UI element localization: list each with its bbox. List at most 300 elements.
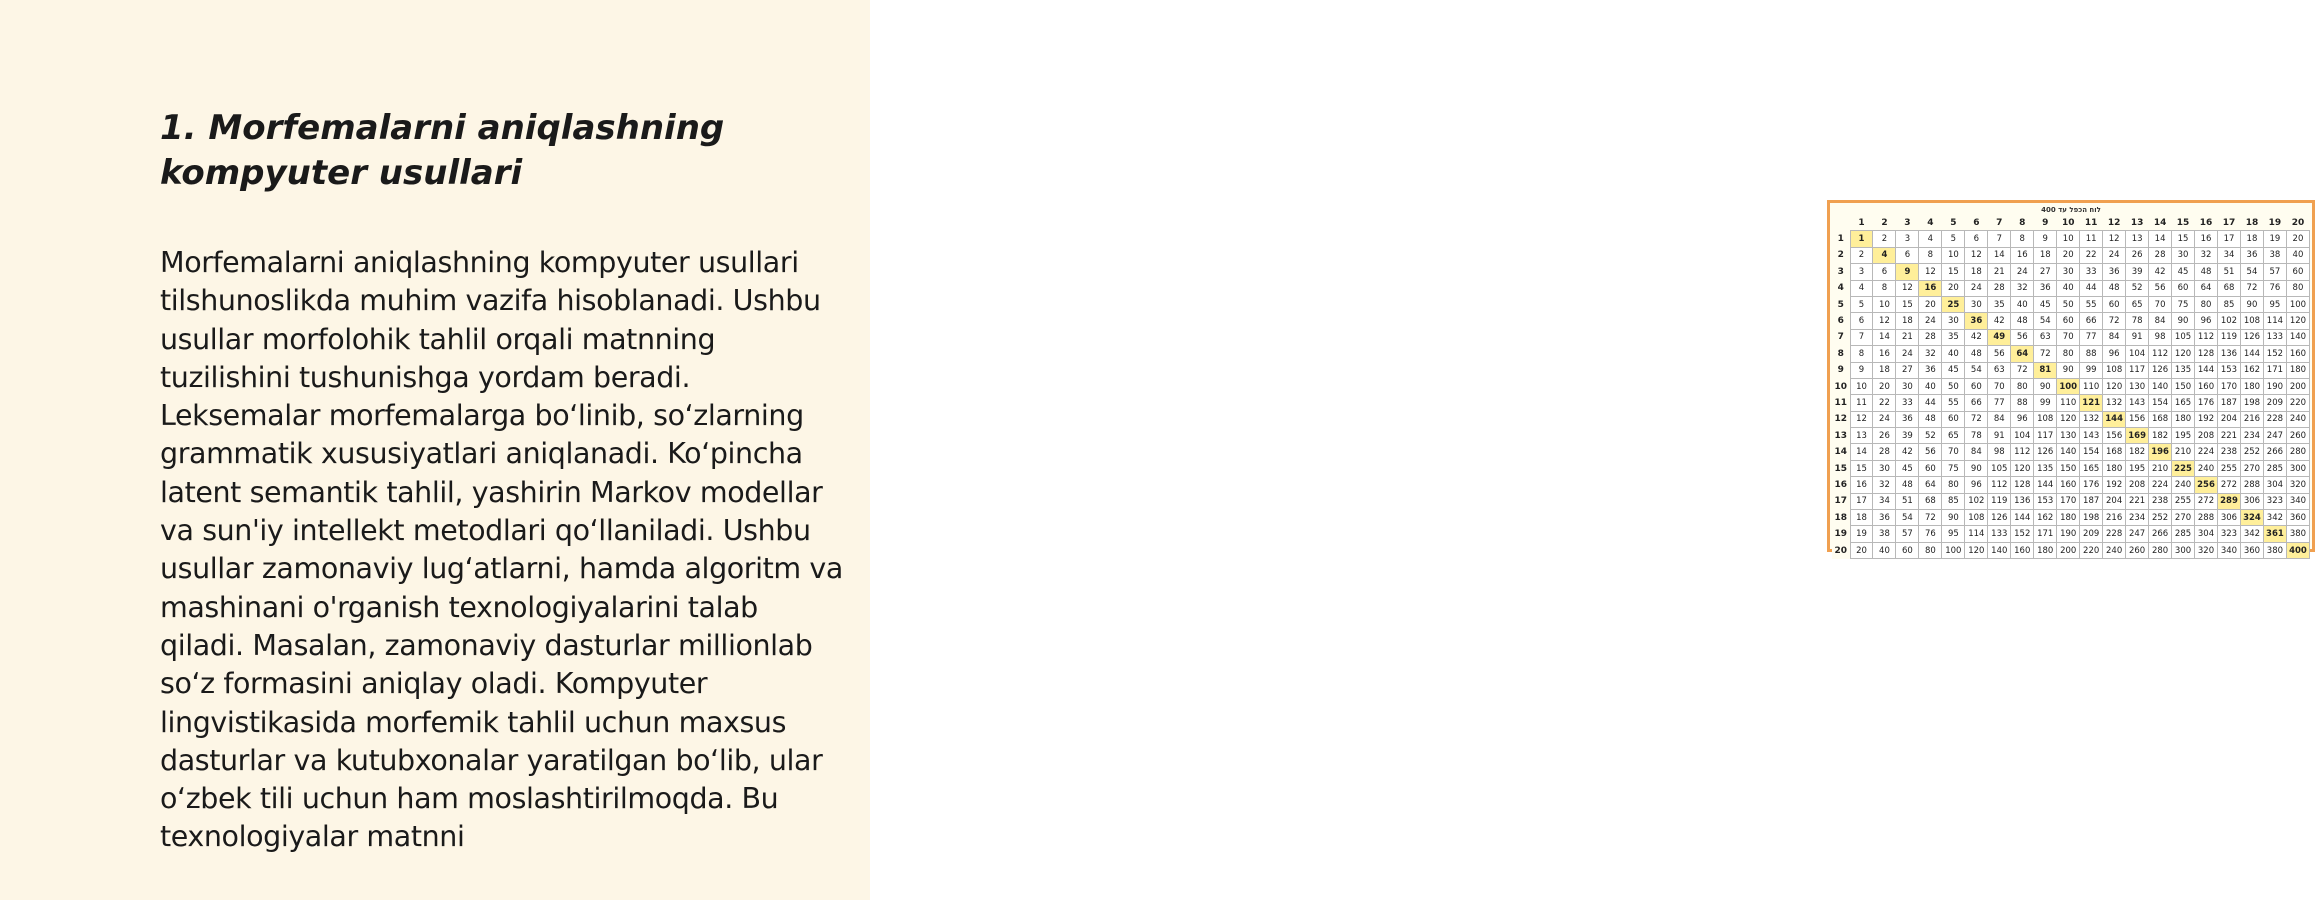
table-cell: 280 [2149,542,2172,558]
table-cell: 42 [2149,264,2172,280]
table-cell: 30 [2172,247,2195,263]
row-header: 11 [1832,395,1850,411]
table-cell: 84 [2149,313,2172,329]
table-cell: 324 [2240,510,2263,526]
table-cell: 169 [2126,428,2149,444]
table-row [1832,280,2310,296]
table-cell: 3 [1896,231,1919,247]
table-cell: 117 [2126,362,2149,378]
table-cell: 20 [2057,247,2080,263]
table-cell: 57 [2263,264,2286,280]
row-header: 13 [1832,428,1850,444]
table-cell: 168 [2103,444,2126,460]
table-cell: 224 [2149,477,2172,493]
table-cell: 255 [2172,493,2195,509]
row-header: 18 [1832,510,1850,526]
table-cell: 306 [2218,510,2241,526]
table-cell: 140 [2149,378,2172,394]
table-cell: 160 [2057,477,2080,493]
table-row [1832,493,2310,509]
table-cell: 90 [1965,460,1988,476]
table-cell: 27 [1896,362,1919,378]
table-cell: 300 [2286,460,2309,476]
table-cell: 150 [2057,460,2080,476]
table-row [1832,362,2310,378]
table-cell: 90 [2240,296,2263,312]
table-cell: 234 [2240,428,2263,444]
table-cell: 220 [2080,542,2103,558]
table-cell: 288 [2195,510,2218,526]
table-cell: 5 [1850,296,1873,312]
table-cell: 18 [2240,231,2263,247]
table-cell: 95 [2263,296,2286,312]
table-cell: 81 [2034,362,2057,378]
image-panel [870,0,2307,900]
table-cell: 130 [2126,378,2149,394]
table-cell: 56 [1919,444,1942,460]
table-cell: 180 [2103,460,2126,476]
table-cell: 180 [2240,378,2263,394]
table-cell: 224 [2195,444,2218,460]
table-cell: 54 [2240,264,2263,280]
table-cell: 104 [2126,346,2149,362]
table-cell: 252 [2240,444,2263,460]
table-cell: 70 [2057,329,2080,345]
table-cell: 256 [2195,477,2218,493]
table-cell: 76 [2263,280,2286,296]
table-cell: 280 [2286,444,2309,460]
table-cell: 80 [2195,296,2218,312]
table-cell: 78 [1965,428,1988,444]
table-cell: 153 [2034,493,2057,509]
table-cell: 210 [2149,460,2172,476]
table-cell: 18 [1873,362,1896,378]
column-header: 16 [2199,217,2213,228]
table-corner [1832,215,1850,231]
table-cell: 8 [1919,247,1942,263]
table-cell: 320 [2195,542,2218,558]
table-cell: 22 [1873,395,1896,411]
table-cell: 56 [2011,329,2034,345]
table-cell: 32 [2011,280,2034,296]
table-cell: 30 [1873,460,1896,476]
table-cell: 6 [1896,247,1919,263]
table-cell: 48 [2011,313,2034,329]
table-cell: 60 [1896,542,1919,558]
table-cell: 70 [1988,378,2011,394]
table-cell: 10 [1942,247,1965,263]
table-cell: 17 [2218,231,2241,247]
table-cell: 36 [1965,313,1988,329]
row-header: 10 [1832,378,1850,394]
table-row [1832,329,2310,345]
table-cell: 70 [2149,296,2172,312]
row-header: 20 [1832,542,1850,558]
table-cell: 136 [2218,346,2241,362]
table-cell: 42 [1965,329,1988,345]
table-cell: 100 [2057,378,2080,394]
table-cell: 234 [2126,510,2149,526]
table-cell: 54 [1965,362,1988,378]
table-cell: 187 [2080,493,2103,509]
table-cell: 228 [2263,411,2286,427]
table-cell: 99 [2034,395,2057,411]
table-cell: 66 [1965,395,1988,411]
table-cell: 45 [1896,460,1919,476]
table-cell: 98 [2149,329,2172,345]
table-cell: 19 [1850,526,1873,542]
table-cell: 65 [1942,428,1965,444]
table-cell: 36 [1919,362,1942,378]
table-cell: 128 [2195,346,2218,362]
row-header: 3 [1832,264,1850,280]
table-cell: 238 [2218,444,2241,460]
table-cell: 28 [1919,329,1942,345]
table-cell: 216 [2103,510,2126,526]
table-cell: 45 [1942,362,1965,378]
row-header: 1 [1832,231,1850,247]
table-cell: 12 [1850,411,1873,427]
table-cell: 60 [1919,460,1942,476]
table-cell: 209 [2080,526,2103,542]
column-header: 11 [2084,217,2098,228]
table-cell: 3 [1850,264,1873,280]
table-cell: 144 [2103,411,2126,427]
table-row [1832,526,2310,542]
table-cell: 48 [1896,477,1919,493]
table-cell: 16 [1873,346,1896,362]
table-cell: 340 [2218,542,2241,558]
table-cell: 51 [1896,493,1919,509]
table-cell: 120 [2011,460,2034,476]
table-cell: 36 [2034,280,2057,296]
table-cell: 117 [2034,428,2057,444]
row-header: 2 [1832,247,1850,263]
table-cell: 13 [2126,231,2149,247]
table-cell: 285 [2263,460,2286,476]
table-cell: 342 [2263,510,2286,526]
table-cell: 160 [2195,378,2218,394]
table-cell: 7 [1850,329,1873,345]
table-cell: 34 [2218,247,2241,263]
table-cell: 72 [1965,411,1988,427]
table-cell: 40 [2057,280,2080,296]
table-cell: 100 [2286,296,2309,312]
table-cell: 96 [1965,477,1988,493]
column-header: 3 [1904,217,1911,228]
table-cell: 91 [2126,329,2149,345]
table-cell: 28 [1988,280,2011,296]
table-cell: 380 [2286,526,2309,542]
multiplication-table-image [1827,200,2315,556]
table-cell: 144 [2034,477,2057,493]
table-cell: 48 [2103,280,2126,296]
table-cell: 198 [2080,510,2103,526]
table-cell: 342 [2240,526,2263,542]
table-cell: 380 [2263,542,2286,558]
table-cell: 66 [2080,313,2103,329]
table-cell: 176 [2080,477,2103,493]
table-cell: 323 [2218,526,2241,542]
table-cell: 38 [1873,526,1896,542]
column-header: 6 [1973,217,1980,228]
table-cell: 39 [1896,428,1919,444]
table-cell: 6 [1850,313,1873,329]
table-cell: 361 [2263,526,2286,542]
table-cell: 60 [1965,378,1988,394]
table-cell: 80 [2057,346,2080,362]
table-cell: 16 [2195,231,2218,247]
table-cell: 20 [1873,378,1896,394]
table-cell: 72 [2034,346,2057,362]
table-cell: 340 [2286,493,2309,509]
table-cell: 40 [2011,296,2034,312]
table-cell: 182 [2126,444,2149,460]
table-cell: 28 [1873,444,1896,460]
table-cell: 160 [2286,346,2309,362]
table-cell: 135 [2034,460,2057,476]
table-cell: 120 [2057,411,2080,427]
table-cell: 204 [2103,493,2126,509]
multiplication-table [1832,215,2310,559]
table-cell: 180 [2172,411,2195,427]
table-cell: 260 [2286,428,2309,444]
table-cell: 40 [1873,542,1896,558]
table-cell: 18 [1965,264,1988,280]
table-cell: 90 [1942,510,1965,526]
row-header: 19 [1832,526,1850,542]
table-cell: 95 [1942,526,1965,542]
table-row [1832,428,2310,444]
table-cell: 36 [2103,264,2126,280]
table-cell: 12 [1965,247,1988,263]
table-cell: 200 [2057,542,2080,558]
row-header: 17 [1832,493,1850,509]
table-cell: 35 [1942,329,1965,345]
table-cell: 45 [2034,296,2057,312]
table-cell: 209 [2263,395,2286,411]
table-cell: 168 [2149,411,2172,427]
table-cell: 50 [1942,378,1965,394]
table-cell: 90 [2034,378,2057,394]
table-cell: 33 [2080,264,2103,280]
table-cell: 76 [1919,526,1942,542]
table-cell: 162 [2240,362,2263,378]
table-cell: 44 [1919,395,1942,411]
table-cell: 19 [2263,231,2286,247]
table-cell: 49 [1988,329,2011,345]
table-cell: 240 [2195,460,2218,476]
table-cell: 36 [2240,247,2263,263]
table-cell: 36 [1873,510,1896,526]
column-header: 20 [2291,217,2305,228]
column-header: 5 [1950,217,1957,228]
column-header: 14 [2153,217,2167,228]
column-header: 19 [2268,217,2282,228]
table-cell: 85 [2218,296,2241,312]
table-cell: 60 [2103,296,2126,312]
table-cell: 70 [1942,444,1965,460]
table-cell: 144 [2011,510,2034,526]
table-cell: 16 [2011,247,2034,263]
table-cell: 30 [1942,313,1965,329]
slide-body-text: Morfemalarni aniqlashning kompyuter usullari tilshunoslikda muhim vazifa hisoblanadi. Ushbu usullar morfolohik tahlil orqali matnning tuzilishini tushunishga yordam beradi. Leksemalar morfemalarga boʻlinib, soʻzlarning grammatik xususiyatlari aniqlanadi. Koʻpincha latent semantik tahlil, yashirin Markov modellar va sun'iy intellekt metodlari qoʻllaniladi. Ushbu usullar zamonaviy lugʻatlarni, hamda algoritm va mashinani o'rganish texnologiyalarini talab qiladi. Masalan, zamonaviy dasturlar millionlab soʻz formasini aniqlay oladi. Kompyuter lingvistikasida morfemik tahlil uchun maxsus dasturlar va kutubxonalar yaratilgan boʻlib, ular oʻzbek tili uchun ham moslashtirilmoqda. Bu texnologiyalar matnni [160,246,843,854]
table-cell: 180 [2286,362,2309,378]
table-cell: 171 [2263,362,2286,378]
table-cell: 114 [2263,313,2286,329]
table-cell: 112 [2011,444,2034,460]
table-cell: 112 [1988,477,2011,493]
table-cell: 55 [2080,296,2103,312]
table-cell: 32 [1873,477,1896,493]
table-cell: 85 [1942,493,1965,509]
table-cell: 17 [1850,493,1873,509]
table-cell: 90 [2172,313,2195,329]
table-cell: 36 [1896,411,1919,427]
table-cell: 176 [2195,395,2218,411]
table-row [1832,264,2310,280]
table-cell: 195 [2172,428,2195,444]
table-row [1832,395,2310,411]
table-cell: 135 [2172,362,2195,378]
table-cell: 80 [1919,542,1942,558]
table-cell: 140 [1988,542,2011,558]
table-cell: 54 [2034,313,2057,329]
table-cell: 288 [2240,477,2263,493]
table-cell: 133 [1988,526,2011,542]
table-cell: 221 [2218,428,2241,444]
table-cell: 33 [1896,395,1919,411]
table-cell: 108 [2240,313,2263,329]
table-cell: 152 [2011,526,2034,542]
row-header: 14 [1832,444,1850,460]
table-row [1832,411,2310,427]
table-row [1832,378,2310,394]
table-cell: 10 [1873,296,1896,312]
table-cell: 48 [2195,264,2218,280]
table-row [1832,296,2310,312]
table-caption: לוח הכפל עד 400 [2041,206,2101,214]
table-cell: 40 [2286,247,2309,263]
table-cell: 160 [2011,542,2034,558]
table-cell: 15 [1942,264,1965,280]
table-cell: 14 [2149,231,2172,247]
table-cell: 44 [2080,280,2103,296]
table-cell: 14 [1873,329,1896,345]
column-header: 13 [2130,217,2144,228]
table-cell: 75 [1942,460,1965,476]
table-cell: 240 [2172,477,2195,493]
table-cell: 119 [2218,329,2241,345]
table-cell: 102 [2218,313,2241,329]
table-cell: 360 [2240,542,2263,558]
table-cell: 208 [2195,428,2218,444]
table-cell: 323 [2263,493,2286,509]
table-cell: 16 [1850,477,1873,493]
table-cell: 63 [2034,329,2057,345]
column-header: 12 [2107,217,2121,228]
table-cell: 270 [2240,460,2263,476]
row-header: 15 [1832,460,1850,476]
table-row [1832,313,2310,329]
table-cell: 225 [2172,460,2195,476]
table-cell: 130 [2057,428,2080,444]
table-cell: 56 [1988,346,2011,362]
table-cell: 192 [2195,411,2218,427]
table-cell: 48 [1965,346,1988,362]
table-cell: 2 [1873,231,1896,247]
table-cell: 192 [2103,477,2126,493]
table-cell: 91 [1988,428,2011,444]
table-cell: 6 [1873,264,1896,280]
table-cell: 198 [2240,395,2263,411]
table-cell: 152 [2263,346,2286,362]
table-cell: 102 [1965,493,1988,509]
table-cell: 13 [1850,428,1873,444]
table-header-row [1832,215,2310,231]
table-cell: 48 [1919,411,1942,427]
table-cell: 30 [2057,264,2080,280]
table-cell: 96 [2103,346,2126,362]
table-cell: 24 [2011,264,2034,280]
table-cell: 180 [2057,510,2080,526]
table-cell: 105 [1988,460,2011,476]
table-cell: 56 [2149,280,2172,296]
table-cell: 20 [1942,280,1965,296]
table-cell: 10 [2057,231,2080,247]
table-cell: 84 [1988,411,2011,427]
table-cell: 52 [1919,428,1942,444]
table-cell: 15 [1896,296,1919,312]
table-cell: 22 [2080,247,2103,263]
table-cell: 133 [2263,329,2286,345]
table-cell: 240 [2286,411,2309,427]
table-cell: 15 [2172,231,2195,247]
table-row [1832,231,2310,247]
table-cell: 20 [2286,231,2309,247]
table-cell: 132 [2080,411,2103,427]
table-cell: 72 [1919,510,1942,526]
table-cell: 204 [2218,411,2241,427]
table-cell: 304 [2263,477,2286,493]
table-cell: 132 [2103,395,2126,411]
table-cell: 64 [2011,346,2034,362]
text-panel [0,0,870,900]
table-cell: 96 [2195,313,2218,329]
table-cell: 28 [2149,247,2172,263]
table-cell: 8 [1873,280,1896,296]
table-row [1832,477,2310,493]
table-cell: 54 [1896,510,1919,526]
column-header: 18 [2245,217,2259,228]
table-cell: 100 [1942,542,1965,558]
table-cell: 247 [2263,428,2286,444]
table-cell: 195 [2126,460,2149,476]
table-cell: 320 [2286,477,2309,493]
table-cell: 238 [2149,493,2172,509]
table-cell: 32 [2195,247,2218,263]
table-row [1832,460,2310,476]
table-cell: 11 [2080,231,2103,247]
table-cell: 68 [1919,493,1942,509]
column-header: 17 [2222,217,2236,228]
table-cell: 68 [2218,280,2241,296]
table-cell: 12 [2103,231,2126,247]
table-cell: 64 [2195,280,2218,296]
table-cell: 34 [1873,493,1896,509]
table-cell: 266 [2263,444,2286,460]
row-header: 12 [1832,411,1850,427]
